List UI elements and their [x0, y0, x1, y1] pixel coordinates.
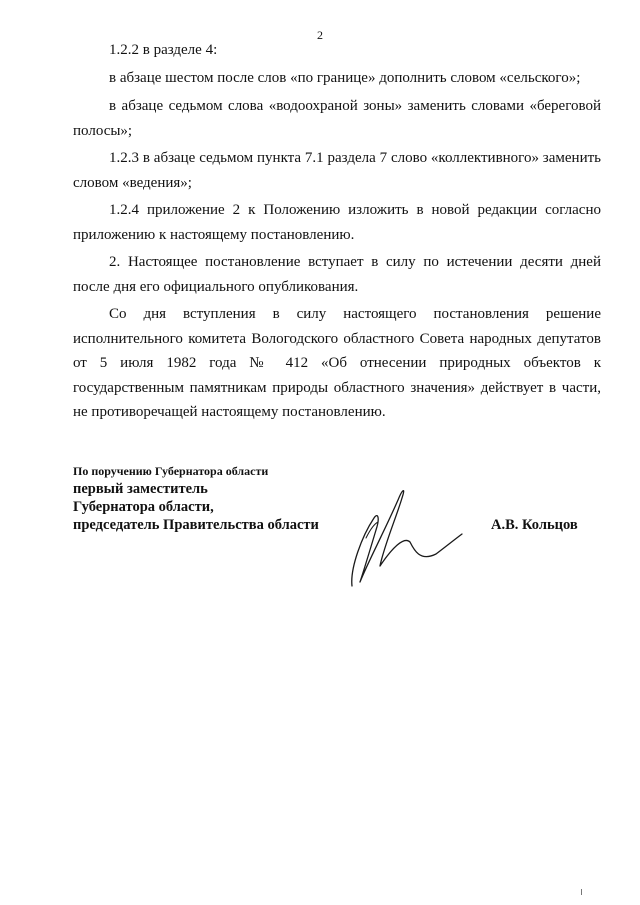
paragraph-1-2-2: 1.2.2 в разделе 4: — [109, 42, 218, 58]
paragraph-2: 2. Настоящее постановление вступает в силу по истечении десяти дней после дня его официального опубликования. — [73, 254, 601, 295]
paragraph-1-2-4: 1.2.4 приложение 2 к Положению изложить в новой редакции согласно приложению к настоящему постановлению. — [73, 202, 601, 243]
paragraph-abzac-6: в абзаце шестом после слов «по границе» дополнить словом «сельского»; — [109, 70, 581, 86]
page-number: 2 — [317, 28, 323, 42]
paragraph-1-2-3: 1.2.3 в абзаце седьмом пункта 7.1 раздела 7 слово «коллективного» заменить словом «ведения»; — [73, 150, 601, 191]
signatory-name: А.В. Кольцов — [491, 517, 578, 533]
signatory-title-line-3: председатель Правительства области — [73, 517, 319, 533]
signatory-title-line-2: Губернатора области, — [73, 499, 214, 515]
signature-caption: По поручению Губернатора области — [73, 464, 269, 478]
margin-mark — [581, 889, 582, 895]
paragraph-decision: Со дня вступления в силу настоящего постановления решение исполнительного комитета Вологодского областного Совета народных депутатов от 5 июля 1982 года № 412 «Об отнесении природных объектов к государственным памятникам природы областного значения» действует в части, не противоречащей настоящему постановлению. — [73, 306, 601, 420]
paragraph-abzac-7: в абзаце седьмом слова «водоохраной зоны» заменить словами «береговой полосы»; — [73, 98, 601, 139]
handwritten-signature — [340, 478, 470, 598]
signatory-title-line-1: первый заместитель — [73, 481, 208, 497]
